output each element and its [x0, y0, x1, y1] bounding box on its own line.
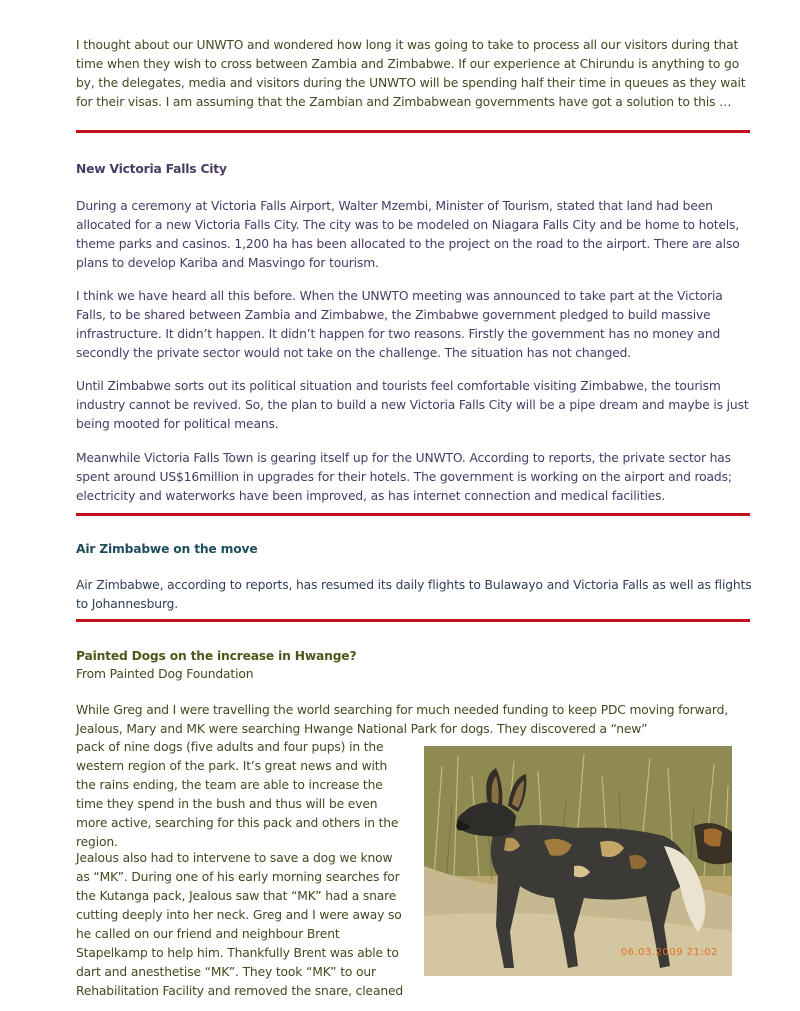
newsletter-page: [76, 0, 752, 1011]
painted-dogs-source: From Painted Dog Foundation: [76, 667, 254, 681]
painted-dogs-intro: While Greg and I were travelling the world searching for much needed funding to keep PDC moving forward, Jealous, Mary and MK were searching Hwange National Park for dogs. They discovered a “new”: [76, 703, 728, 736]
painted-dogs-heading: Painted Dogs on the increase in Hwange?: [76, 649, 357, 663]
victoria-falls-heading: New Victoria Falls City: [76, 162, 227, 176]
section-divider: [76, 130, 750, 133]
section-divider: [76, 619, 750, 622]
victoria-falls-paragraph-4: Meanwhile Victoria Falls Town is gearing itself up for the UNWTO. According to reports, the private sector has spent around US$16million in upgrades for their hotels. The government is working on the airport and roads; electricity and waterworks have been improved, as has internet connection and medical facilities.: [76, 451, 732, 503]
victoria-falls-paragraph-1: During a ceremony at Victoria Falls Airport, Walter Mzembi, Minister of Tourism, stated that land had been allocated for a new Victoria Falls City. The city was to be modeled on Niagara Falls City and be home to hotels, theme parks and casinos. 1,200 ha has been allocated to the project on the road to the airport. There are also plans to develop Kariba and Masvingo for tourism.: [76, 199, 740, 270]
section-divider: [76, 513, 750, 516]
victoria-falls-paragraph-2: I think we have heard all this before. When the UNWTO meeting was announced to take part at the Victoria Falls, to be shared between Zambia and Zimbabwe, the Zimbabwe government pledged to build massive infrastructure. It didn’t happen. It didn’t happen for two reasons. Firstly the government has no money and secondly the private sector would not take on the challenge. The situation has not changed.: [76, 289, 723, 360]
photo-date-stamp: 06.03.2009 21:02: [620, 947, 718, 958]
intro-paragraph: I thought about our UNWTO and wondered how long it was going to take to process all our visitors during that time when they wish to cross between Zambia and Zimbabwe. If our experience at Chirundu is anything to go by, the delegates, media and visitors during the UNWTO will be spending half their time in queues as they wait for their visas. I am assuming that the Zambian and Zimbabwean governments have got a solution to this …: [76, 38, 746, 109]
victoria-falls-paragraph-3: Until Zimbabwe sorts out its political situation and tourists feel comfortable visiting Zimbabwe, the tourism industry cannot be revived. So, the plan to build a new Victoria Falls City will be a pipe dream and maybe is just being mooted for political means.: [76, 379, 749, 431]
air-zimbabwe-paragraph: Air Zimbabwe, according to reports, has resumed its daily flights to Bulawayo and Victoria Falls as well as flights to Johannesburg.: [76, 578, 752, 611]
painted-dogs-column-2: Jealous also had to intervene to save a dog we know as “MK”. During one of his early morning searches for the Kutanga pack, Jealous saw that “MK” had a snare cutting deeply into her neck. Greg and I were away so he called on our friend and neighbour Brent Stapelkamp to help him. Thankfully Brent was able to dart and anesthetise “MK”. They took “MK” to our Rehabilitation Facility and removed the snare, cleaned: [76, 851, 404, 998]
painted-dog-illustration: [424, 746, 732, 976]
air-zimbabwe-heading: Air Zimbabwe on the move: [76, 542, 258, 556]
painted-dog-photo: [424, 746, 732, 976]
painted-dogs-column-1: pack of nine dogs (five adults and four pups) in the western region of the park. It’s great news and with the rains ending, the team are able to increase the time they spend in the bush and thus will be even more active, searching for this pack and others in the region.: [76, 740, 399, 849]
